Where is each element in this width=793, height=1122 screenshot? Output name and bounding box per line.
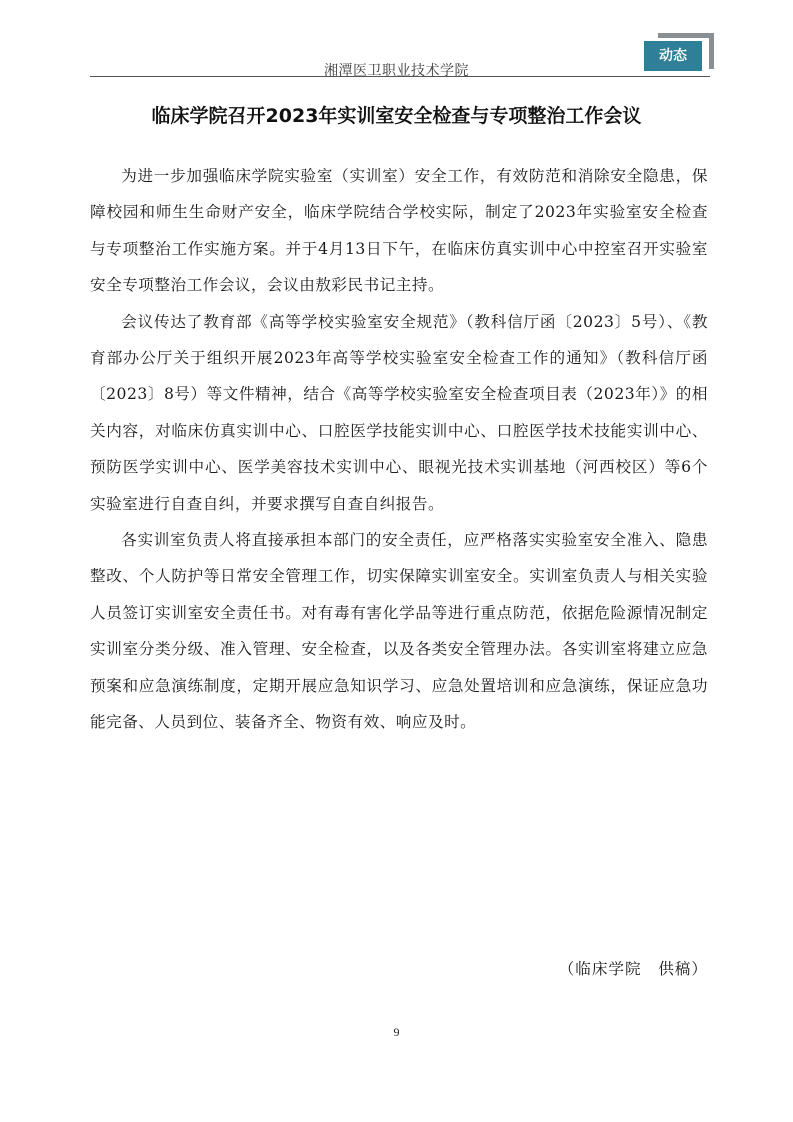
institution-name: 湘潭医卫职业技术学院 [324, 63, 469, 79]
article-credit: （临床学院 供稿） [558, 960, 708, 978]
paragraph-1: 为进一步加强临床学院实验室（实训室）安全工作，有效防范和消除安全隐患，保障校园和师生生命财产安全，临床学院结合学校实际，制定了2023年实验室安全检查与专项整治工作实施方案。并于4月13日下午，在临床仿真实训中心中控室召开实验室安全专项整治工作会议，会议由敖彩民书记主持。 [90, 167, 708, 295]
article-title: 临床学院召开2023年实训室安全检查与专项整治工作会议 [151, 105, 642, 127]
page-number: 9 [393, 1025, 400, 1039]
paragraph-3: 各实训室负责人将直接承担本部门的安全责任，应严格落实实验室安全准入、隐患整改、个人防护等日常安全管理工作，切实保障实训室安全。实训室负责人与相关实验人员签订实训室安全责任书。对有毒有害化学品等进行重点防范，依据危险源情况制定实训室分类分级、准入管理、安全检查，以及各类安全管理办法。各实训室将建立应急预案和应急演练制度，定期开展应急知识学习、应急处置培训和应急演练，保证应急功能完备、人员到位、装备齐全、物资有效、响应及时。 [90, 531, 708, 732]
section-badge: 动态 [644, 41, 702, 71]
paragraph-2: 会议传达了教育部《高等学校实验室安全规范》（教科信厅函〔2023〕5号）、《教育部办公厅关于组织开展2023年高等学校实验室安全检查工作的通知》（教科信厅函〔2023〕8号）等文件精神，结合《高等学校实验室安全检查项目表（2023年）》的相关内容，对临床仿真实训中心、口腔医学技能实训中心、口腔医学技术技能实训中心、预防医学实训中心、医学美容技术实训中心、眼视光技术实训基地（河西校区）等6个实验室进行自查自纠，并要求撰写自查自纠报告。 [90, 312, 708, 513]
badge-frame-right [709, 33, 714, 69]
badge-frame-top [658, 33, 714, 38]
article-body [90, 158, 708, 741]
header-divider [90, 76, 710, 77]
section-badge-group [644, 33, 714, 75]
